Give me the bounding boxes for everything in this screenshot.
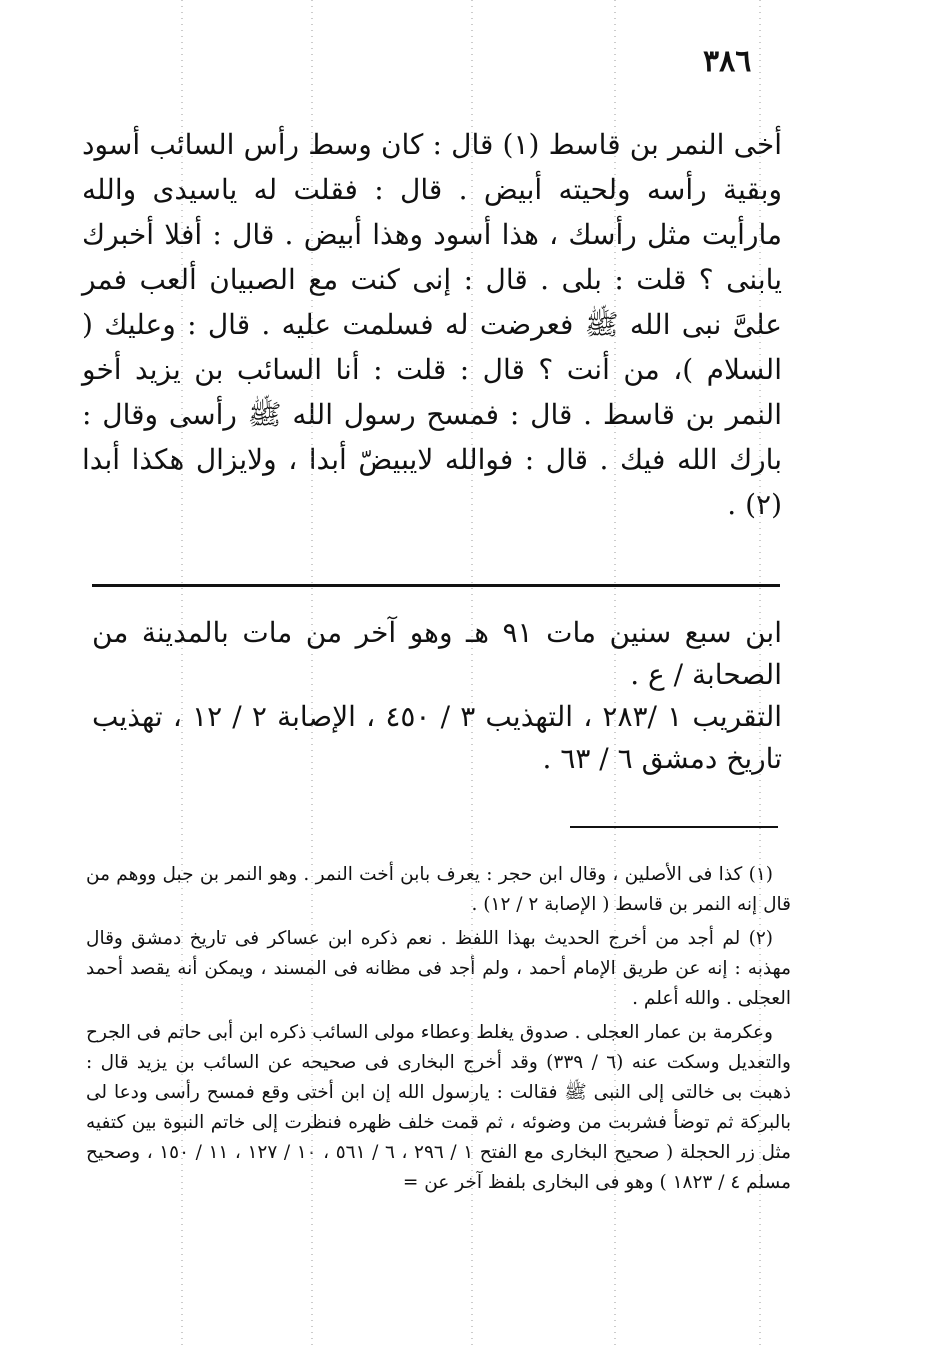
- page-number: ٣٨٦: [703, 44, 752, 79]
- biography-references-line: التقريب ١ /٢٨٣ ، التهذيب ٣ / ٤٥٠ ، الإصابة ٢ / ١٢ ، تهذيب تاريخ دمشق ٦ / ٦٣ .: [92, 700, 783, 775]
- footnote-1: (١) كذا فى الأصلين ، وقال ابن حجر : يعرف بابن أخت النمر . وهو النمر بن جبل ووهم من قال إنه النمر بن قاسط ( الإصابة ٢ / ١٢) .: [86, 864, 791, 915]
- footnote-separator-rule: [92, 584, 780, 587]
- biography-note-line: ابن سبع سنين مات ٩١ هـ وهو آخر من مات بالمدينة من الصحابة / ع .: [92, 616, 782, 691]
- biography-note-block: [92, 612, 782, 780]
- main-paragraph: أخى النمر بن قاسط (١) قال : كان وسط رأس السائب أسود وبقية رأسه ولحيته أبيض . قال : فقلت له ياسيدى والله مارأيت مثل رأسك ، هذا أسود وهذا أبيض . قال : أفلا أخبرك يابنى ؟ قلت : بلى . قال : إنى كنت مع الصبيان ألعب فمر علىَّ نبى الله ﷺ فعرضت له فسلمت عليه . قال : وعليك ( السلام )، من أنت ؟ قال : قلت : أنا السائب بن يزيد أخو النمر بن قاسط . قال : فمسح رسول الله ﷺ رأسى وقال : بارك الله فيك . قال : فوالله لايبيضّ أبدا ، ولايزال هكذا أبدا (٢) .: [82, 128, 782, 521]
- main-text-block: [82, 122, 782, 527]
- footnote-2: (٢) لم أجد من أخرج الحديث بهذا اللفظ . نعم ذكره ابن عساكر فى تاريخ دمشق وقال مهذبه : إنه عن طريق الإمام أحمد ، ولم أجد فى مظانه فى المسند ، ويمكن أنه يقصد أحمد العجلى . والله أعلم .: [86, 928, 791, 1009]
- short-separator-rule: [570, 826, 778, 828]
- footnotes-block: [86, 860, 791, 1202]
- footnote-continuation: وعكرمة بن عمار العجلى . صدوق يغلط وعطاء مولى السائب ذكره ابن أبى حاتم فى الجرح والتعديل وسكت عنه (٦ / ٣٣٩) وقد أخرج البخارى فى صحيحه عن السائب بن يزيد قال : ذهبت بى خالتى إلى النبى ﷺ فقالت : يارسول الله إن ابن أختى وقع فمسح رأسى ودعا لى بالبركة ثم توضأ فشربت من وضوئه ، ثم قمت خلف ظهره فنظرت إلى خاتم النبوة بين كتفيه مثل زر الحجلة ( صحيح البخارى مع الفتح ١ / ٢٩٦ ، ٦ / ٥٦١ ، ١٠ / ١٢٧ ، ١١ / ١٥٠ ، وصحيح مسلم ٤ / ١٨٢٣ ) وهو فى البخارى بلفظ آخر عن =: [86, 1022, 792, 1193]
